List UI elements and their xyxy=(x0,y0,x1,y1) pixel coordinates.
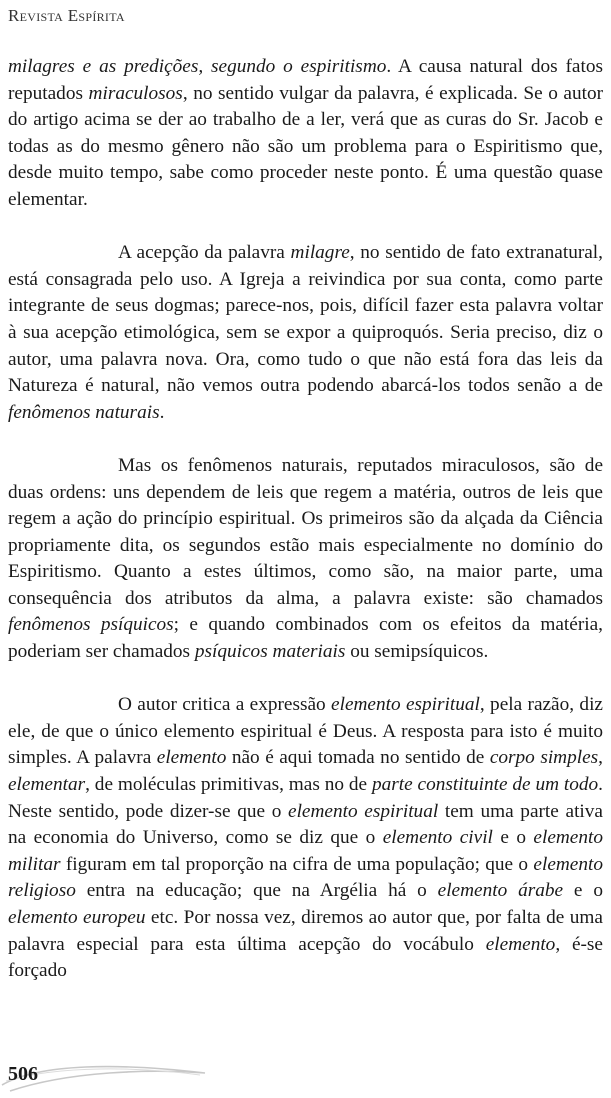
text-run: não é aqui tomada no sentido de xyxy=(226,747,490,769)
italic-run: parte constituinte de um todo xyxy=(371,774,599,796)
text-run: A acepção da palavra xyxy=(118,242,291,264)
paragraph xyxy=(8,240,603,426)
text-run: etc. Por nossa vez, diremos ao autor que, por falta de uma palavra especial para esta última acepção do vocábulo xyxy=(8,907,603,955)
text-run: . A causa natural dos fatos reputados xyxy=(8,56,603,104)
paragraph xyxy=(8,692,603,985)
text-run: , xyxy=(598,747,603,769)
paragraph xyxy=(8,54,603,214)
text-run: ; e quando combinados com os efeitos da matéria, poderiam ser chamados xyxy=(8,614,603,663)
italic-run: elemento espiritual xyxy=(288,800,439,822)
italic-run: elemento religioso xyxy=(8,853,603,902)
body-text xyxy=(8,54,603,1011)
text-run: e o xyxy=(492,827,534,849)
text-run: , no sentido de fato extranatural, está consagrada pelo uso. A Igreja a reivindica por sua conta, como parte integrante de seus dogmas; parece-nos, pois, difícil fazer esta palavra voltar à sua acepção etimológica, sem se expor a quiproquós. Seria preciso, diz o autor, uma palavra nova. Ora, como tudo o que não está fora das leis da Natureza é natural, não vemos outra podendo abarcá-los todos senão a de xyxy=(8,242,603,397)
text-run: . Neste sentido, pode dizer-se que o xyxy=(8,774,603,822)
italic-run: elementar xyxy=(8,774,86,796)
text-run: O autor critica a expressão xyxy=(118,694,332,716)
text-run: entra na educação; que na Argélia há o xyxy=(75,880,438,902)
italic-run: elemento xyxy=(156,747,227,769)
text-run: Mas os fenômenos naturais, reputados miraculosos, são de duas ordens: uns dependem de leis que regem a matéria, outros de leis que regem a ação do princípio espiritual. Os primeiros são da alçada da Ciência propriamente dita, os segundos estão mais especialmente no domínio do Espiritismo. Quanto a estes últimos, como são, na maior parte, uma consequência dos atributos da alma, a palavra existe: são chamados xyxy=(8,454,603,609)
italic-run: milagres e as predições, segundo o espiritismo xyxy=(8,56,387,77)
italic-run: elemento militar xyxy=(8,827,603,875)
text-run: , no sentido vulgar da palavra, é explicada. Se o autor do artigo acima se der ao trabalho de a ler, verá que as curas do Sr. Jacob e todas as do mesmo gênero não são um problema para o Espiritismo que, desde muito tempo, sabe como proceder neste ponto. É uma questão quase elementar. xyxy=(8,82,604,210)
text-run: e o xyxy=(563,880,603,902)
text-run: , de moléculas primitivas, mas no de xyxy=(85,774,372,796)
italic-run: corpo simples xyxy=(489,747,599,769)
italic-run: elemento espiritual xyxy=(331,694,480,716)
italic-run: elemento europeu xyxy=(8,907,146,928)
italic-run: elemento xyxy=(485,933,556,955)
italic-run: elemento civil xyxy=(382,827,493,849)
text-run: , é-se forçado xyxy=(8,933,603,982)
text-run: figuram em tal proporção na cifra de uma população; que o xyxy=(60,853,534,875)
text-run: ou semipsíquicos. xyxy=(345,641,489,663)
text-run: , pela razão, diz ele, de que o único elemento espiritual é Deus. A resposta para isto é muito simples. A palavra xyxy=(8,694,603,769)
page-number: 506 xyxy=(8,1063,38,1085)
italic-run: miraculosos xyxy=(88,82,183,104)
italic-run: fenômenos naturais xyxy=(8,401,160,423)
text-run: . xyxy=(159,401,165,423)
italic-run: psíquicos materiais xyxy=(194,641,346,663)
text-run: tem uma parte ativa na economia do Universo, como se diz que o xyxy=(8,800,603,849)
italic-run: fenômenos psíquicos xyxy=(8,614,174,636)
italic-run: elemento árabe xyxy=(437,880,564,902)
italic-run: milagre xyxy=(290,242,350,264)
paragraph xyxy=(8,453,603,666)
running-head-title: Revista Espírita xyxy=(8,6,125,25)
